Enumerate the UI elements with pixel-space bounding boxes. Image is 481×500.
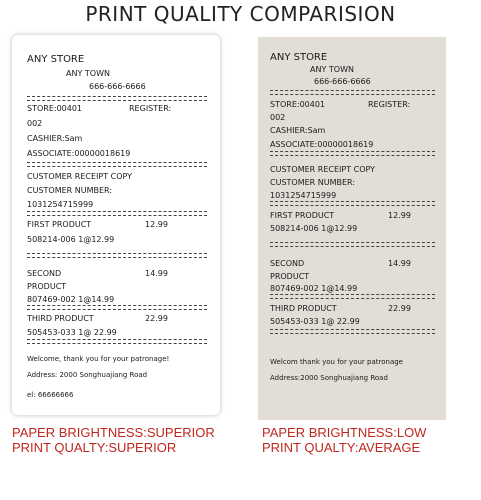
divider — [27, 211, 207, 216]
product-name-continued: PRODUCT — [270, 272, 310, 281]
product-price: 12.99 — [388, 211, 411, 220]
divider — [270, 242, 435, 247]
customer-number-label: CUSTOMER NUMBER: — [27, 186, 113, 195]
store-number: STORE:00401 — [270, 100, 326, 109]
receipt-superior — [12, 35, 220, 415]
register-number: 002 — [270, 113, 286, 122]
welcome-message: Welcom thank you for your patronage — [270, 358, 403, 366]
store-number: STORE:00401 — [27, 104, 83, 113]
product-price: 14.99 — [145, 269, 168, 278]
product-sku: 807469-002 1@14.99 — [27, 295, 115, 304]
divider — [270, 90, 435, 95]
divider — [270, 201, 435, 206]
product-sku: 508214-006 1@12.99 — [270, 224, 358, 233]
store-phone: 666-666-6666 — [89, 82, 146, 91]
welcome-message: Welcome, thank you for your patronage! — [27, 355, 170, 363]
caption-left-brightness: PAPER BRIGHTNESS:SUPERIOR — [12, 425, 215, 440]
store-town: ANY TOWN — [66, 69, 110, 78]
product-sku: 807469-002 1@14.99 — [270, 284, 358, 293]
product-price: 22.99 — [145, 314, 168, 323]
product-price: 22.99 — [388, 304, 411, 313]
store-address: Address: 2000 Songhuajiang Road — [27, 371, 148, 379]
associate: ASSOCIATE:00000018619 — [270, 140, 374, 149]
product-price: 14.99 — [388, 259, 411, 268]
customer-id: 1031254715999 — [27, 200, 94, 209]
register-label: REGISTER: — [129, 104, 172, 113]
divider — [27, 339, 207, 344]
customer-number-label: CUSTOMER NUMBER: — [270, 178, 356, 187]
divider — [27, 253, 207, 258]
store-town: ANY TOWN — [310, 65, 354, 74]
divider — [270, 329, 435, 334]
product-name-continued: PRODUCT — [27, 282, 67, 291]
cashier: CASHIER:Sam — [270, 126, 326, 135]
product-name: SECOND — [270, 259, 305, 268]
product-sku: 505453-033 1@ 22.99 — [270, 317, 360, 326]
product-name: SECOND — [27, 269, 62, 278]
store-phone: 666-666-6666 — [314, 77, 371, 86]
product-name: FIRST PRODUCT — [270, 211, 335, 220]
divider — [27, 305, 207, 310]
caption-left-quality: PRINT QUALTY:SUPERIOR — [12, 440, 177, 455]
register-label: REGISTER: — [368, 100, 411, 109]
product-sku: 508214-006 1@12.99 — [27, 235, 115, 244]
associate: ASSOCIATE:00000018619 — [27, 149, 131, 158]
store-address: Address:2000 Songhuajiang Road — [270, 374, 388, 382]
product-name: THIRD PRODUCT — [270, 304, 337, 313]
receipt-average — [258, 37, 446, 420]
divider — [270, 294, 435, 299]
store-telephone: el: 66666666 — [27, 391, 74, 399]
product-price: 12.99 — [145, 220, 168, 229]
product-sku: 505453-033 1@ 22.99 — [27, 328, 117, 337]
receipt-copy: CUSTOMER RECEIPT COPY — [270, 165, 376, 174]
customer-id: 1031254715999 — [270, 191, 337, 200]
page-title: PRINT QUALITY COMPARISION — [85, 2, 396, 26]
cashier: CASHIER:Sam — [27, 134, 83, 143]
caption-right-quality: PRINT QUALTY:AVERAGE — [262, 440, 421, 455]
divider — [27, 162, 207, 167]
caption-right-brightness: PAPER BRIGHTNESS:LOW — [262, 425, 427, 440]
product-name: THIRD PRODUCT — [27, 314, 94, 323]
product-name: FIRST PRODUCT — [27, 220, 92, 229]
receipt-copy: CUSTOMER RECEIPT COPY — [27, 172, 133, 181]
store-name: ANY STORE — [270, 52, 328, 63]
divider — [27, 96, 207, 101]
register-number: 002 — [27, 119, 43, 128]
divider — [270, 151, 435, 156]
store-name: ANY STORE — [27, 54, 85, 65]
